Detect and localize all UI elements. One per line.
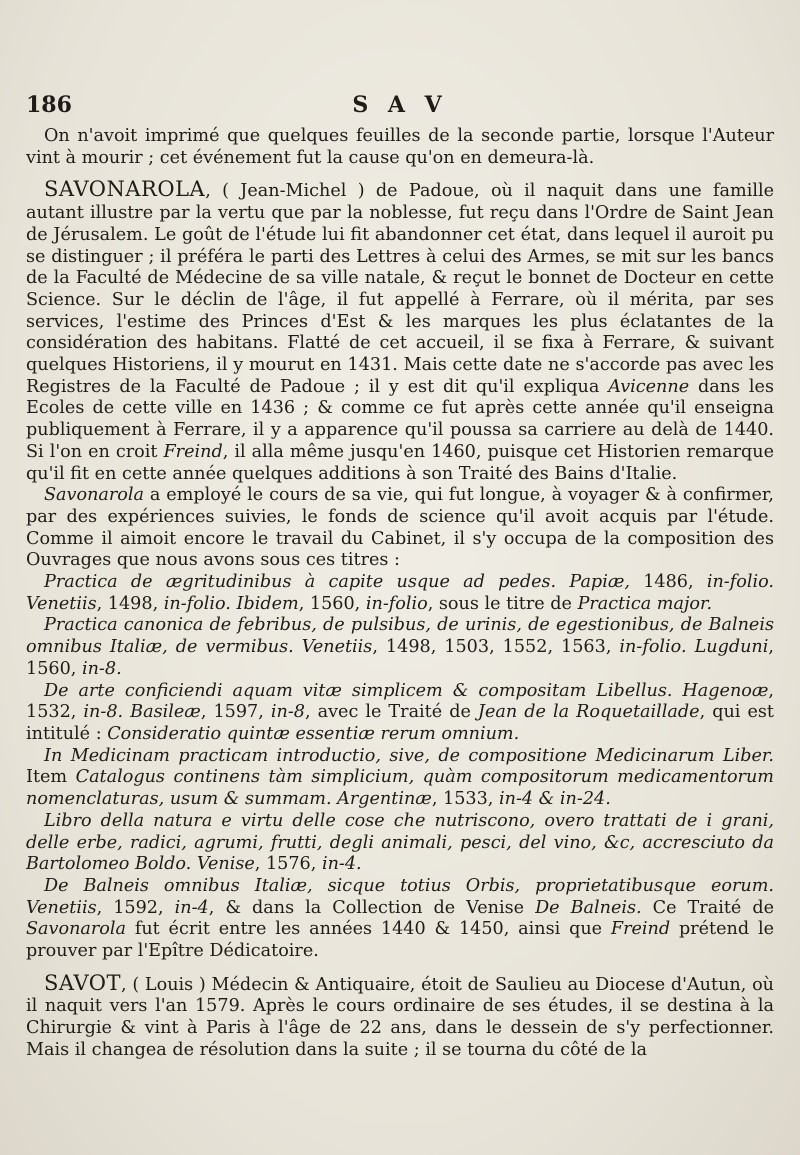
work-detail: Item (26, 767, 76, 788)
entry-savonarola (26, 179, 774, 485)
work-detail-italic: Consideratio quintæ essentiæ rerum omnium. (107, 723, 520, 744)
work-detail-italic: in-folio. Venetiis (26, 572, 774, 614)
work-detail: , qui est intitulé : (26, 702, 774, 744)
work-item (26, 681, 774, 746)
work-title: Practica de ægritudinibus à capite usque ad pedes. Papiæ, (44, 572, 630, 593)
work-detail-italic: in-4. (321, 854, 362, 875)
work-title: Practica canonica de febribus, de pulsibus, de urinis, de egestionibus, de Balneis omnibus Italiæ, de vermibus. Venetiis (26, 615, 774, 658)
work-detail-italic: in-4 (174, 897, 209, 918)
entry-headword: SAVONAROLA (44, 177, 206, 202)
running-head: S A V (352, 92, 448, 118)
work-item (26, 572, 774, 615)
work-detail: , 1532, (26, 680, 774, 723)
work-detail-italic: in-folio (365, 593, 428, 614)
work-detail: prétend le prouver par l'Epître Dédicatoire. (26, 919, 774, 962)
work-detail-italic: in-8 (270, 702, 305, 723)
page-header (26, 92, 774, 122)
work-detail-italic: in-4 & in-24. (498, 789, 611, 810)
work-item (26, 811, 774, 876)
work-detail-italic: in-folio. Lugduni (619, 637, 769, 658)
entry-text: , il alla même jusqu'en 1460, puisque cet Historien remarque qu'il fit en cette année quelques additions à son Traité des Bains d'Italie. (26, 441, 775, 484)
work-detail-italic: Practica major. (577, 593, 713, 614)
work-detail: , 1498, 1503, 1552, 1563, (372, 637, 620, 658)
work-item (26, 615, 774, 680)
work-detail-italic: in-8. Basileæ (83, 702, 201, 723)
work-detail: , 1592, (96, 897, 175, 918)
work-detail-italic: in-folio. Ibidem (163, 593, 299, 614)
work-detail: fut écrit entre les années 1440 & 1450, ainsi que (126, 919, 611, 940)
work-item (26, 876, 774, 963)
work-detail: , sous le titre de (427, 593, 578, 614)
page-number: 186 (26, 92, 72, 118)
work-detail: 1486, (629, 572, 707, 593)
work-detail-italic: De Balneis. (535, 897, 642, 918)
italic-name: Freind (163, 441, 223, 462)
entry-text: dans les Ecoles de cette ville en 1436 ; & comme ce fut après cette année qu'il enseigna publiquement à Ferrare, il y a apparence qu'il poussa sa carriere au delà de 1440. Si l'on en croit (26, 376, 774, 462)
work-detail: , 1597, (200, 702, 271, 723)
continuation-paragraph: On n'avoit imprimé que quelques feuilles de la seconde partie, lorsque l'Auteur vint à mourir ; cet événement fut la cause qu'on en demeura-là. (26, 126, 774, 168)
work-title: Libro della natura e virtu delle cose che nutriscono, overo trattati de i grani, delle erbe, radici, agrumi, frutti, degli animali, pesci, del vino, &c, accresciuto da Bartolomeo Boldo. Venise (26, 810, 774, 875)
work-detail: , 1533, (431, 789, 499, 810)
entry-text: a employé le cours de sa vie, qui fut longue, à voyager & à confirmer, par des expériences suivies, le fonds de science qu'il avoit acquis par l'étude. Comme il aimoit encore le travail du Cabinet, il s'y occupa de la composition des Ouvrages que nous avons sous ces titres : (26, 485, 774, 571)
entry-headword: SAVOT (44, 970, 122, 995)
page-content (26, 126, 774, 1062)
work-title: De Balneis omnibus Italiæ, sicque totius Orbis, proprietatibusque eorum. Venetiis (26, 875, 774, 918)
work-detail-italic: in-8. (81, 658, 122, 679)
italic-name: Avicenne (608, 376, 690, 397)
work-detail: , avec le Traité de (304, 702, 478, 723)
work-item (26, 746, 774, 811)
work-detail-italic: Jean de la Roquetaillade (477, 702, 700, 723)
work-detail-italic: Catalogus continens tàm simplicium, quàm compositorum medicamentorum nomenclaturas, usum & summam. Argentinæ (26, 767, 774, 810)
work-detail: , & dans la Collection de Venise (208, 897, 536, 918)
work-detail: , 1576, (254, 854, 322, 875)
entry-text: , ( Jean-Michel ) de Padoue, où il naquit dans une famille autant illustre par la vertu que par la noblesse, fut reçu dans l'Ordre de Saint Jean de Jérusalem. Le goût de l'étude lui fit abandonner cet état, dans lequel il auroit pu se distinguer ; il préféra le parti des Lettres à celui des Armes, se mit sur les bancs de la Faculté de Médecine de sa ville natale, & reçut le bonnet de Docteur en cette Science. Sur le déclin de l'âge, il fut appellé à Ferrare, où il mérita, par ses services, l'estime des Princes d'Est & les marques les plus éclatantes de la considération des habitans. Flatté de cet accueil, il se fixa à Ferrare, & suivant quelques Historiens, il y mourut en 1431. Mais cette date ne s'accorde pas avec les Registres de la Faculté de Padoue ; il y est dit qu'il expliqua (26, 181, 774, 397)
work-title: In Medicinam practicam introductio, sive, de compositione Medicinarum Liber. (44, 745, 774, 766)
entry-text: , ( Louis ) Médecin & Antiquaire, étoit de Saulieu au Diocese d'Autun, où il naquit vers l'an 1579. Après le cours ordinaire de ses études, il se destina à la Chirurgie & vint à Paris à l'âge de 22 ans, dans le dessein de s'y perfectionner. Mais il changea de résolution dans la suite ; il se tourna du côté de la (26, 974, 774, 1060)
work-detail-italic: Freind (610, 919, 671, 940)
work-detail: , 1560, (26, 637, 774, 679)
work-title: De arte conficiendi aquam vitæ simplicem & compositam Libellus. Hagenoæ (44, 680, 769, 701)
work-detail: , 1498, (96, 593, 164, 614)
work-detail: , 1560, (298, 593, 366, 614)
work-detail-italic: Savonarola (26, 919, 127, 940)
italic-name: Savonarola (44, 485, 145, 506)
work-detail: Ce Traité de (641, 897, 774, 918)
entry-savot (26, 970, 774, 1062)
entry-paragraph (26, 485, 774, 572)
